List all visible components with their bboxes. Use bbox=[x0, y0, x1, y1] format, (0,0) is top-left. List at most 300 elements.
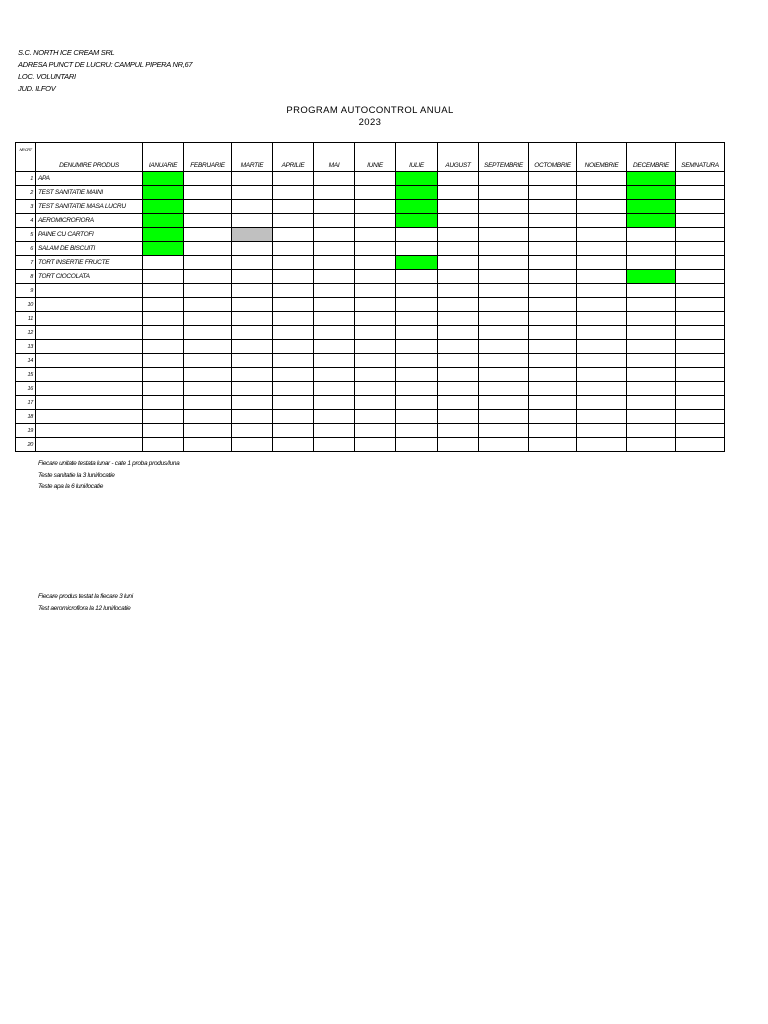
month-cell bbox=[396, 200, 438, 214]
month-cell bbox=[143, 354, 184, 368]
month-cell bbox=[479, 312, 529, 326]
signature-cell bbox=[676, 410, 725, 424]
month-cell bbox=[232, 298, 273, 312]
month-cell bbox=[184, 438, 232, 452]
month-cell bbox=[627, 242, 676, 256]
product-name: APA bbox=[36, 172, 143, 186]
table-row bbox=[16, 396, 725, 410]
month-cell bbox=[438, 312, 479, 326]
month-cell bbox=[143, 438, 184, 452]
signature-cell bbox=[676, 298, 725, 312]
month-cell bbox=[396, 284, 438, 298]
month-cell bbox=[577, 424, 627, 438]
header-month-martie: MARTIE bbox=[232, 143, 273, 172]
header-month-ianuarie: IANUARIE bbox=[143, 143, 184, 172]
month-cell bbox=[627, 368, 676, 382]
month-cell bbox=[479, 340, 529, 354]
month-cell bbox=[438, 354, 479, 368]
header-month-octombrie: OCTOMBRIE bbox=[529, 143, 577, 172]
month-cell bbox=[273, 368, 314, 382]
note-line: Fiecare produs testat la fiecare 3 luni bbox=[38, 593, 133, 600]
table-row bbox=[16, 200, 725, 214]
autocontrol-table bbox=[15, 142, 725, 452]
header-month-august: AUGUST bbox=[438, 143, 479, 172]
month-cell bbox=[273, 228, 314, 242]
signature-cell bbox=[676, 200, 725, 214]
month-cell bbox=[273, 298, 314, 312]
month-cell bbox=[273, 410, 314, 424]
month-cell bbox=[184, 172, 232, 186]
month-cell bbox=[479, 368, 529, 382]
month-cell bbox=[355, 228, 396, 242]
month-cell bbox=[273, 354, 314, 368]
company-name: S.C. NORTH ICE CREAM SRL bbox=[18, 48, 115, 57]
month-cell bbox=[143, 186, 184, 200]
month-cell bbox=[143, 382, 184, 396]
header-month-iulie: IULIE bbox=[396, 143, 438, 172]
month-cell bbox=[314, 186, 355, 200]
row-number: 9 bbox=[16, 284, 36, 298]
row-number: 3 bbox=[16, 200, 36, 214]
header-month-decembrie: DECEMBRIE bbox=[627, 143, 676, 172]
month-cell bbox=[577, 438, 627, 452]
product-name bbox=[36, 438, 143, 452]
month-cell bbox=[314, 312, 355, 326]
month-cell bbox=[314, 382, 355, 396]
header-month-noiembrie: NOIEMBRIE bbox=[577, 143, 627, 172]
month-cell bbox=[438, 242, 479, 256]
month-cell bbox=[143, 326, 184, 340]
month-cell bbox=[314, 368, 355, 382]
month-cell bbox=[396, 382, 438, 396]
month-cell bbox=[396, 424, 438, 438]
month-cell bbox=[627, 410, 676, 424]
month-cell bbox=[529, 200, 577, 214]
month-cell bbox=[529, 438, 577, 452]
month-cell bbox=[232, 270, 273, 284]
month-cell bbox=[314, 340, 355, 354]
month-cell bbox=[143, 298, 184, 312]
month-cell bbox=[627, 172, 676, 186]
month-cell bbox=[529, 326, 577, 340]
month-cell bbox=[355, 438, 396, 452]
month-cell bbox=[529, 298, 577, 312]
month-cell bbox=[577, 186, 627, 200]
signature-cell bbox=[676, 242, 725, 256]
table-row bbox=[16, 242, 725, 256]
table-row bbox=[16, 368, 725, 382]
table-row bbox=[16, 438, 725, 452]
row-number: 12 bbox=[16, 326, 36, 340]
month-cell bbox=[396, 256, 438, 270]
month-cell bbox=[529, 424, 577, 438]
table-row bbox=[16, 270, 725, 284]
month-cell bbox=[577, 214, 627, 228]
table-row bbox=[16, 354, 725, 368]
row-number: 2 bbox=[16, 186, 36, 200]
month-cell bbox=[232, 326, 273, 340]
notes-block-1 bbox=[38, 458, 179, 493]
month-cell bbox=[577, 382, 627, 396]
signature-cell bbox=[676, 382, 725, 396]
month-cell bbox=[232, 228, 273, 242]
month-cell bbox=[529, 312, 577, 326]
month-cell bbox=[232, 312, 273, 326]
month-cell bbox=[273, 284, 314, 298]
month-cell bbox=[355, 326, 396, 340]
month-cell bbox=[232, 340, 273, 354]
month-cell bbox=[273, 424, 314, 438]
month-cell bbox=[273, 200, 314, 214]
company-address: ADRESA PUNCT DE LUCRU: CAMPUL PIPERA NR,67 bbox=[18, 60, 193, 69]
header-month-februarie: FEBRUARIE bbox=[184, 143, 232, 172]
month-cell bbox=[627, 200, 676, 214]
month-cell bbox=[355, 186, 396, 200]
month-cell bbox=[314, 354, 355, 368]
header-month-aprilie: APRILIE bbox=[273, 143, 314, 172]
month-cell bbox=[529, 284, 577, 298]
month-cell bbox=[479, 354, 529, 368]
month-cell bbox=[232, 424, 273, 438]
month-cell bbox=[438, 284, 479, 298]
month-cell bbox=[232, 354, 273, 368]
month-cell bbox=[396, 326, 438, 340]
month-cell bbox=[232, 200, 273, 214]
signature-cell bbox=[676, 214, 725, 228]
month-cell bbox=[184, 186, 232, 200]
product-name: TEST SANITATIE MASA LUCRU bbox=[36, 200, 143, 214]
row-number: 5 bbox=[16, 228, 36, 242]
month-cell bbox=[355, 270, 396, 284]
month-cell bbox=[184, 200, 232, 214]
month-cell bbox=[355, 340, 396, 354]
month-cell bbox=[627, 396, 676, 410]
month-cell bbox=[184, 340, 232, 354]
month-cell bbox=[273, 326, 314, 340]
product-name bbox=[36, 326, 143, 340]
month-cell bbox=[184, 410, 232, 424]
month-cell bbox=[184, 270, 232, 284]
month-cell bbox=[438, 214, 479, 228]
month-cell bbox=[479, 326, 529, 340]
month-cell bbox=[396, 228, 438, 242]
month-cell bbox=[396, 438, 438, 452]
month-cell bbox=[577, 340, 627, 354]
month-cell bbox=[396, 312, 438, 326]
header-month-iunie: IUNIE bbox=[355, 143, 396, 172]
month-cell bbox=[627, 228, 676, 242]
month-cell bbox=[479, 270, 529, 284]
month-cell bbox=[529, 368, 577, 382]
month-cell bbox=[529, 172, 577, 186]
product-name bbox=[36, 298, 143, 312]
table-row bbox=[16, 382, 725, 396]
note-line: Fiecare unitate testata lunar - cate 1 proba produs/luna bbox=[38, 460, 180, 467]
signature-cell bbox=[676, 438, 725, 452]
month-cell bbox=[143, 270, 184, 284]
month-cell bbox=[273, 256, 314, 270]
month-cell bbox=[627, 270, 676, 284]
signature-cell bbox=[676, 354, 725, 368]
table-row bbox=[16, 340, 725, 354]
month-cell bbox=[355, 424, 396, 438]
month-cell bbox=[314, 228, 355, 242]
row-number: 19 bbox=[16, 424, 36, 438]
month-cell bbox=[355, 382, 396, 396]
signature-cell bbox=[676, 396, 725, 410]
note-line: Teste sanitatie la 3 luni/locatie bbox=[38, 471, 115, 479]
month-cell bbox=[479, 438, 529, 452]
company-county: JUD. ILFOV bbox=[18, 84, 56, 93]
month-cell bbox=[355, 368, 396, 382]
month-cell bbox=[479, 256, 529, 270]
signature-cell bbox=[676, 340, 725, 354]
header-product: DENUMIRE PRODUS bbox=[36, 143, 143, 172]
month-cell bbox=[232, 256, 273, 270]
table-row bbox=[16, 410, 725, 424]
month-cell bbox=[396, 186, 438, 200]
month-cell bbox=[273, 270, 314, 284]
note-line: Test aeromicroflora la 12 luni/locatie bbox=[38, 604, 131, 612]
table-row bbox=[16, 172, 725, 186]
header-signature: SEMNATURA bbox=[676, 143, 725, 172]
month-cell bbox=[577, 200, 627, 214]
row-number: 7 bbox=[16, 256, 36, 270]
month-cell bbox=[627, 382, 676, 396]
month-cell bbox=[438, 270, 479, 284]
month-cell bbox=[355, 242, 396, 256]
month-cell bbox=[273, 214, 314, 228]
product-name bbox=[36, 396, 143, 410]
row-number: 20 bbox=[16, 438, 36, 452]
signature-cell bbox=[676, 312, 725, 326]
month-cell bbox=[438, 438, 479, 452]
month-cell bbox=[355, 214, 396, 228]
month-cell bbox=[577, 256, 627, 270]
month-cell bbox=[314, 284, 355, 298]
month-cell bbox=[273, 382, 314, 396]
month-cell bbox=[314, 396, 355, 410]
month-cell bbox=[396, 368, 438, 382]
month-cell bbox=[314, 256, 355, 270]
month-cell bbox=[529, 340, 577, 354]
month-cell bbox=[143, 368, 184, 382]
table-row bbox=[16, 326, 725, 340]
company-locality: LOC. VOLUNTARI bbox=[18, 72, 76, 81]
month-cell bbox=[396, 242, 438, 256]
month-cell bbox=[184, 242, 232, 256]
month-cell bbox=[627, 284, 676, 298]
month-cell bbox=[273, 312, 314, 326]
month-cell bbox=[577, 228, 627, 242]
month-cell bbox=[232, 242, 273, 256]
month-cell bbox=[232, 214, 273, 228]
month-cell bbox=[479, 242, 529, 256]
month-cell bbox=[184, 256, 232, 270]
month-cell bbox=[143, 256, 184, 270]
month-cell bbox=[184, 228, 232, 242]
row-number: 6 bbox=[16, 242, 36, 256]
month-cell bbox=[529, 186, 577, 200]
month-cell bbox=[529, 242, 577, 256]
table-row bbox=[16, 312, 725, 326]
signature-cell bbox=[676, 256, 725, 270]
month-cell bbox=[355, 312, 396, 326]
month-cell bbox=[314, 200, 355, 214]
month-cell bbox=[529, 228, 577, 242]
month-cell bbox=[143, 228, 184, 242]
signature-cell bbox=[676, 368, 725, 382]
month-cell bbox=[577, 284, 627, 298]
month-cell bbox=[273, 438, 314, 452]
month-cell bbox=[438, 424, 479, 438]
header-month-septembrie: SEPTEMBRIE bbox=[479, 143, 529, 172]
month-cell bbox=[577, 298, 627, 312]
product-name bbox=[36, 368, 143, 382]
row-number: 18 bbox=[16, 410, 36, 424]
month-cell bbox=[273, 396, 314, 410]
month-cell bbox=[232, 396, 273, 410]
month-cell bbox=[355, 172, 396, 186]
month-cell bbox=[577, 396, 627, 410]
header-nr-crt: NR CRT bbox=[16, 143, 36, 172]
month-cell bbox=[184, 382, 232, 396]
month-cell bbox=[184, 354, 232, 368]
signature-cell bbox=[676, 270, 725, 284]
month-cell bbox=[273, 242, 314, 256]
month-cell bbox=[577, 312, 627, 326]
month-cell bbox=[184, 298, 232, 312]
row-number: 14 bbox=[16, 354, 36, 368]
month-cell bbox=[529, 382, 577, 396]
month-cell bbox=[479, 410, 529, 424]
month-cell bbox=[627, 438, 676, 452]
month-cell bbox=[529, 214, 577, 228]
month-cell bbox=[143, 200, 184, 214]
product-name: TORT CIOCOLATA bbox=[36, 270, 143, 284]
month-cell bbox=[438, 368, 479, 382]
month-cell bbox=[396, 298, 438, 312]
note-line: Teste apa la 6 luni/locatie bbox=[38, 483, 104, 490]
month-cell bbox=[529, 396, 577, 410]
month-cell bbox=[627, 326, 676, 340]
product-name: PAINE CU CARTOFI bbox=[36, 228, 143, 242]
month-cell bbox=[232, 382, 273, 396]
notes-block-2 bbox=[38, 591, 133, 614]
month-cell bbox=[184, 396, 232, 410]
month-cell bbox=[529, 270, 577, 284]
month-cell bbox=[232, 410, 273, 424]
month-cell bbox=[479, 200, 529, 214]
month-cell bbox=[438, 340, 479, 354]
month-cell bbox=[438, 396, 479, 410]
row-number: 8 bbox=[16, 270, 36, 284]
month-cell bbox=[577, 354, 627, 368]
month-cell bbox=[438, 382, 479, 396]
month-cell bbox=[355, 396, 396, 410]
month-cell bbox=[438, 186, 479, 200]
row-number: 13 bbox=[16, 340, 36, 354]
month-cell bbox=[577, 172, 627, 186]
month-cell bbox=[529, 256, 577, 270]
company-info bbox=[18, 47, 192, 95]
month-cell bbox=[577, 270, 627, 284]
table-row bbox=[16, 424, 725, 438]
month-cell bbox=[438, 200, 479, 214]
month-cell bbox=[314, 410, 355, 424]
table-header-row bbox=[16, 143, 725, 172]
month-cell bbox=[479, 298, 529, 312]
row-number: 4 bbox=[16, 214, 36, 228]
month-cell bbox=[529, 410, 577, 424]
month-cell bbox=[273, 340, 314, 354]
signature-cell bbox=[676, 424, 725, 438]
month-cell bbox=[396, 214, 438, 228]
month-cell bbox=[627, 354, 676, 368]
month-cell bbox=[232, 186, 273, 200]
month-cell bbox=[438, 410, 479, 424]
product-name: SALAM DE BISCUITI bbox=[36, 242, 143, 256]
product-name bbox=[36, 354, 143, 368]
document-year: 2023 bbox=[358, 117, 382, 128]
month-cell bbox=[232, 284, 273, 298]
signature-cell bbox=[676, 326, 725, 340]
month-cell bbox=[143, 424, 184, 438]
month-cell bbox=[438, 326, 479, 340]
month-cell bbox=[314, 172, 355, 186]
month-cell bbox=[577, 368, 627, 382]
month-cell bbox=[314, 438, 355, 452]
month-cell bbox=[479, 214, 529, 228]
document-title: PROGRAM AUTOCONTROL ANUAL bbox=[286, 105, 454, 116]
table-row bbox=[16, 228, 725, 242]
month-cell bbox=[355, 284, 396, 298]
row-number: 17 bbox=[16, 396, 36, 410]
month-cell bbox=[232, 368, 273, 382]
month-cell bbox=[479, 186, 529, 200]
month-cell bbox=[143, 214, 184, 228]
row-number: 15 bbox=[16, 368, 36, 382]
month-cell bbox=[314, 298, 355, 312]
signature-cell bbox=[676, 172, 725, 186]
month-cell bbox=[143, 340, 184, 354]
month-cell bbox=[314, 242, 355, 256]
month-cell bbox=[396, 340, 438, 354]
row-number: 10 bbox=[16, 298, 36, 312]
month-cell bbox=[184, 284, 232, 298]
month-cell bbox=[143, 410, 184, 424]
month-cell bbox=[355, 256, 396, 270]
month-cell bbox=[627, 298, 676, 312]
product-name: TEST SANITATIE MAINI bbox=[36, 186, 143, 200]
product-name bbox=[36, 284, 143, 298]
table-row bbox=[16, 256, 725, 270]
month-cell bbox=[577, 326, 627, 340]
product-name bbox=[36, 424, 143, 438]
month-cell bbox=[143, 172, 184, 186]
document-title-block bbox=[0, 105, 740, 129]
row-number: 11 bbox=[16, 312, 36, 326]
month-cell bbox=[273, 186, 314, 200]
month-cell bbox=[396, 270, 438, 284]
product-name: TORT INSERTIE FRUCTE bbox=[36, 256, 143, 270]
month-cell bbox=[577, 410, 627, 424]
product-name bbox=[36, 410, 143, 424]
table-row bbox=[16, 298, 725, 312]
month-cell bbox=[438, 228, 479, 242]
month-cell bbox=[314, 326, 355, 340]
month-cell bbox=[143, 312, 184, 326]
